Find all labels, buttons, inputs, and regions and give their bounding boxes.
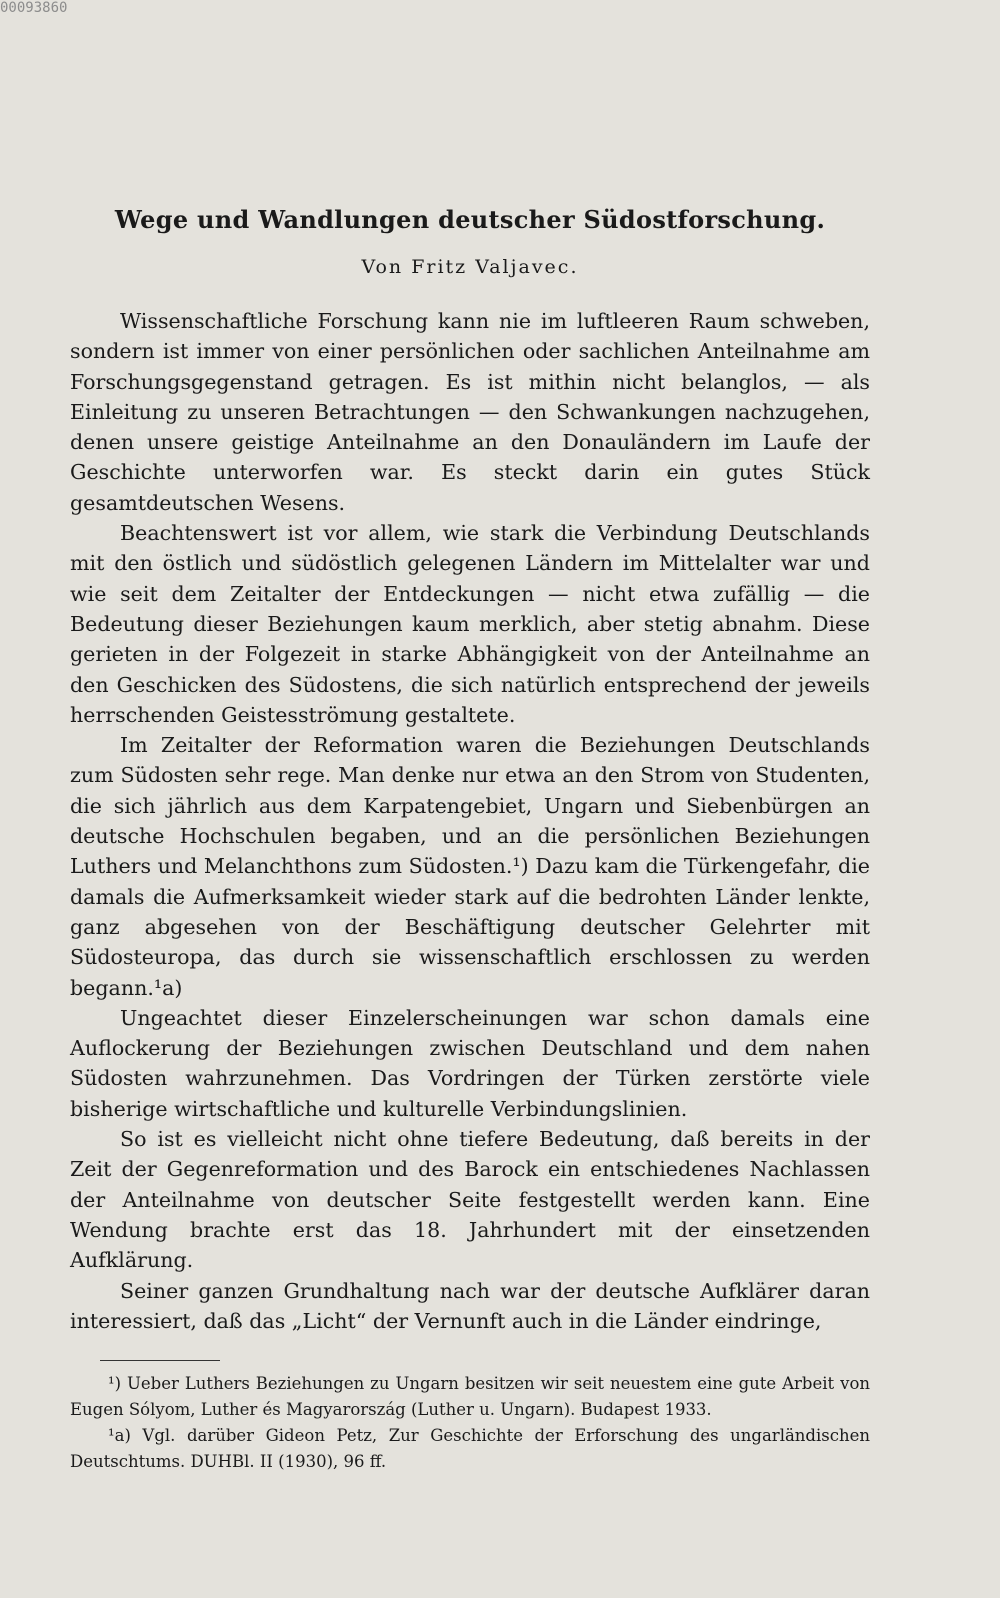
article (70, 205, 870, 1475)
footnote-1: ¹) Ueber Luthers Beziehungen zu Ungarn besitzen wir seit neuestem eine gute Arbeit von Eugen Sólyom, Luther és Magyarország (Luther u. Ungarn). Budapest 1933. (70, 1374, 870, 1420)
paragraph-6: Seiner ganzen Grundhaltung nach war der deutsche Aufklärer daran interessiert, daß das „Licht“ der Vernunft auch in die Länder eindringe, (70, 1278, 870, 1333)
footnote-1a: ¹a) Vgl. darüber Gideon Petz, Zur Geschichte der Erforschung des ungarländischen Deutschtums. DUHBl. II (1930), 96 ff. (70, 1426, 870, 1472)
paragraph-1: Wissenschaftliche Forschung kann nie im luftleeren Raum schweben, sondern ist immer von einer persönlichen oder sachlichen Anteilnahme am Forschungsgegenstand getragen. Es ist mithin nicht belanglos, — als Einleitung zu unseren Betrachtungen — den Schwankungen nachzugehen, denen unsere geistige Anteilnahme an den Donauländern im Laufe der Geschichte unterworfen war. Es steckt darin ein gutes Stück gesamtdeutschen Wesens. (70, 309, 870, 515)
paragraph-2: Beachtenswert ist vor allem, wie stark die Verbindung Deutschlands mit den östlich und südöstlich gelegenen Ländern im Mittelalter war und wie seit dem Zeitalter der Entdeckungen — nicht etwa zufällig — die Bedeutung dieser Beziehungen kaum merklich, aber stetig abnahm. Diese gerieten in der Folgezeit in starke Abhängigkeit von der Anteilnahme an den Geschicken des Südostens, die sich natürlich entsprechend der jeweils herrschenden Geistesströmung gestaltete. (70, 521, 870, 727)
paragraph-5: So ist es vielleicht nicht ohne tiefere Bedeutung, daß bereits in der Zeit der Gegenreformation und des Barock ein entschiedenes Nachlassen der Anteilnahme von deutscher Seite festgestellt werden kann. Eine Wendung brachte erst das 18. Jahrhundert mit der einsetzenden Aufklärung. (70, 1127, 870, 1273)
paragraph-3: Im Zeitalter der Reformation waren die Beziehungen Deutschlands zum Südosten sehr rege. Man denke nur etwa an den Strom von Studenten, die sich jährlich aus dem Karpatengebiet, Ungarn und Siebenbürgen an deutsche Hochschulen begaben, und an die persönlichen Beziehungen Luthers und Melanchthons zum Südosten.¹) Dazu kam die Türkengefahr, die damals die Aufmerksamkeit wieder stark auf die bedrohten Länder lenkte, ganz abgesehen von der Beschäftigung deutscher Gelehrter mit Südosteuropa, das durch sie wissenschaftlich erschlossen zu werden begann.¹a) (70, 733, 870, 1000)
footnote-divider (100, 1360, 220, 1361)
article-title: Wege und Wandlungen deutscher Südostforschung. (114, 205, 826, 234)
article-author: Von Fritz Valjavec. (361, 256, 579, 278)
page-number: 00093860 (0, 0, 68, 16)
paragraph-4: Ungeachtet dieser Einzelerscheinungen war schon damals eine Auflockerung der Beziehungen zwischen Deutschland und dem nahen Südosten wahrzunehmen. Das Vordringen der Türken zerstörte viele bisherige wirtschaftliche und kulturelle Verbindungslinien. (70, 1005, 870, 1121)
